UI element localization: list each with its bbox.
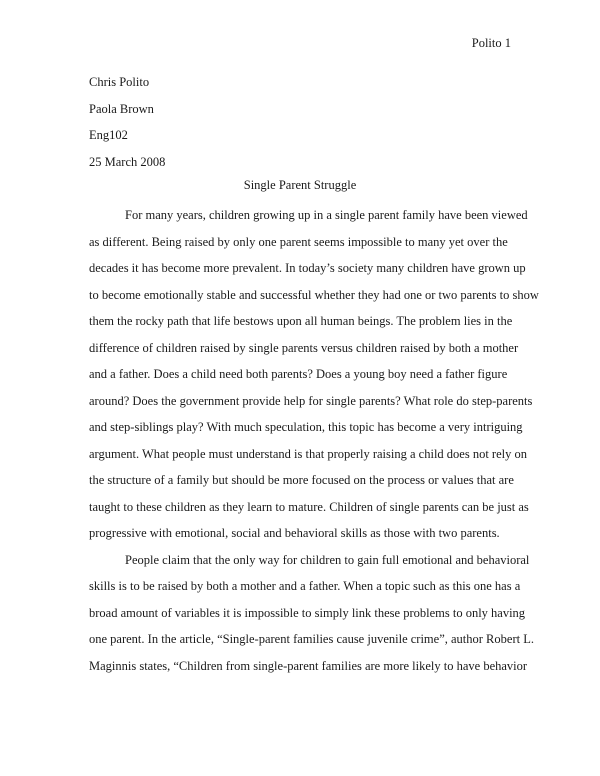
paragraph-line: progressive with emotional, social and behavioral skills as those with two parents.: [89, 526, 500, 540]
paragraph-line: them the rocky path that life bestows upon all human beings. The problem lies in the: [89, 314, 513, 328]
paragraph-line: to become emotionally stable and successful whether they had one or two parents to show: [89, 287, 539, 302]
paragraph-line: as different. Being raised by only one parent seems impossible to many yet over the: [89, 234, 508, 249]
paragraph-line: one parent. In the article, “Single-parent families cause juvenile crime”, author Robert L.: [89, 632, 534, 646]
paragraph-line: difference of children raised by single parents versus children raised by both a mother: [89, 340, 519, 355]
author-name: Chris Polito: [89, 75, 150, 89]
paragraph-line: Maginnis states, “Children from single-parent families are more likely to have behavior: [89, 658, 528, 673]
paragraph-line: decades it has become more prevalent. In today’s society many children have grown up: [89, 261, 526, 275]
paragraph-line: argument. What people must understand is that properly raising a child does not rely on: [89, 446, 527, 461]
document-body: [89, 202, 539, 679]
paragraph-line: skills is to be raised by both a mother and a father. When a topic such as this one has a: [89, 579, 521, 593]
instructor-name: Paola Brown: [89, 101, 154, 116]
paragraph-line: and step-siblings play? With much speculation, this topic has become a very intriguing: [89, 420, 523, 434]
paragraph-line: the structure of a family but should be more focused on the process or values that are: [89, 473, 514, 487]
mla-heading: [89, 69, 165, 175]
paragraph-line: taught to these children as they learn to mature. Children of single parents can be just as: [89, 499, 529, 514]
paragraph-line: People claim that the only way for children to gain full emotional and behavioral: [125, 552, 530, 567]
paragraph-line: broad amount of variables it is impossible to simply link these problems to only having: [89, 605, 526, 620]
document-title: Single Parent Struggle: [243, 178, 357, 192]
course-name: Eng102: [89, 128, 128, 142]
paragraph-2: [89, 547, 534, 680]
paragraph-line: around? Does the government provide help for single parents? What role do step-parents: [89, 393, 533, 408]
running-head: Polito 1: [471, 36, 511, 50]
paragraph-line: For many years, children growing up in a single parent family have been viewed: [125, 208, 528, 222]
paragraph-line: and a father. Does a child need both parents? Does a young boy need a father figure: [89, 367, 508, 381]
document-date: 25 March 2008: [89, 154, 166, 169]
paragraph-1: [89, 202, 539, 547]
